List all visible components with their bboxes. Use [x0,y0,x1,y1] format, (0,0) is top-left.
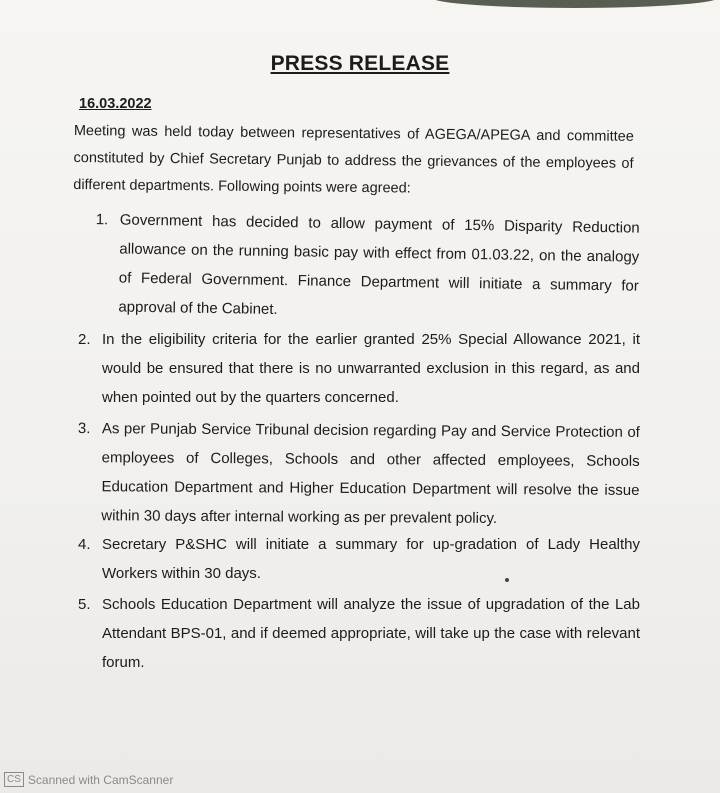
item-number: 5. [78,596,91,613]
document-date: 16.03.2022 [79,96,152,112]
list-item [70,325,640,412]
list-item [70,530,640,588]
ink-speck [505,578,509,582]
item-number: 1. [95,211,109,229]
document-title: PRESS RELEASE [270,52,450,75]
list-item [69,414,640,534]
item-text: Government has decided to allow payment of 15% Disparity Reduction allowance on the running basic pay with effect from 01.03.22, on the analogy of Federal Government. Finance Department will initiate a summary for approval of the Cabinet. [118,211,640,318]
item-text: As per Punjab Service Tribunal decision regarding Pay and Service Protection of employees of Colleges, Schools and other affected employees, Schools Education Department and Higher Education Department will resolve the issue within 30 days after internal working as per prevalent policy. [101,420,640,527]
item-text: Schools Education Department will analyze the issue of upgradation of the Lab Attendant BPS-01, and if deemed appropriate, will take up the case with relevant forum. [102,596,640,671]
item-text: Secretary P&SHC will initiate a summary for up-gradation of Lady Healthy Workers within 30 days. [102,536,640,582]
watermark-text: Scanned with CamScanner [27,772,174,787]
scanner-watermark [4,772,173,787]
item-text: In the eligibility criteria for the earlier granted 25% Special Allowance 2021, it would be ensured that there is no unwarranted exclusion in this regard, as and when pointed out by the quarters concerned. [102,331,640,406]
camscanner-icon: CS [4,772,24,787]
page-edge-shadow [430,0,720,8]
agreed-points-list [70,205,640,677]
list-item [70,590,640,677]
item-number: 3. [77,420,91,438]
item-number: 2. [78,331,91,348]
list-item [86,205,640,330]
intro-paragraph: Meeting was held today between representatives of AGEGA/APEGA and committee constituted by Chief Secretary Punjab to address the grievances of the employees of different departments. Following points were agreed: [73,122,634,197]
item-number: 4. [78,536,91,553]
